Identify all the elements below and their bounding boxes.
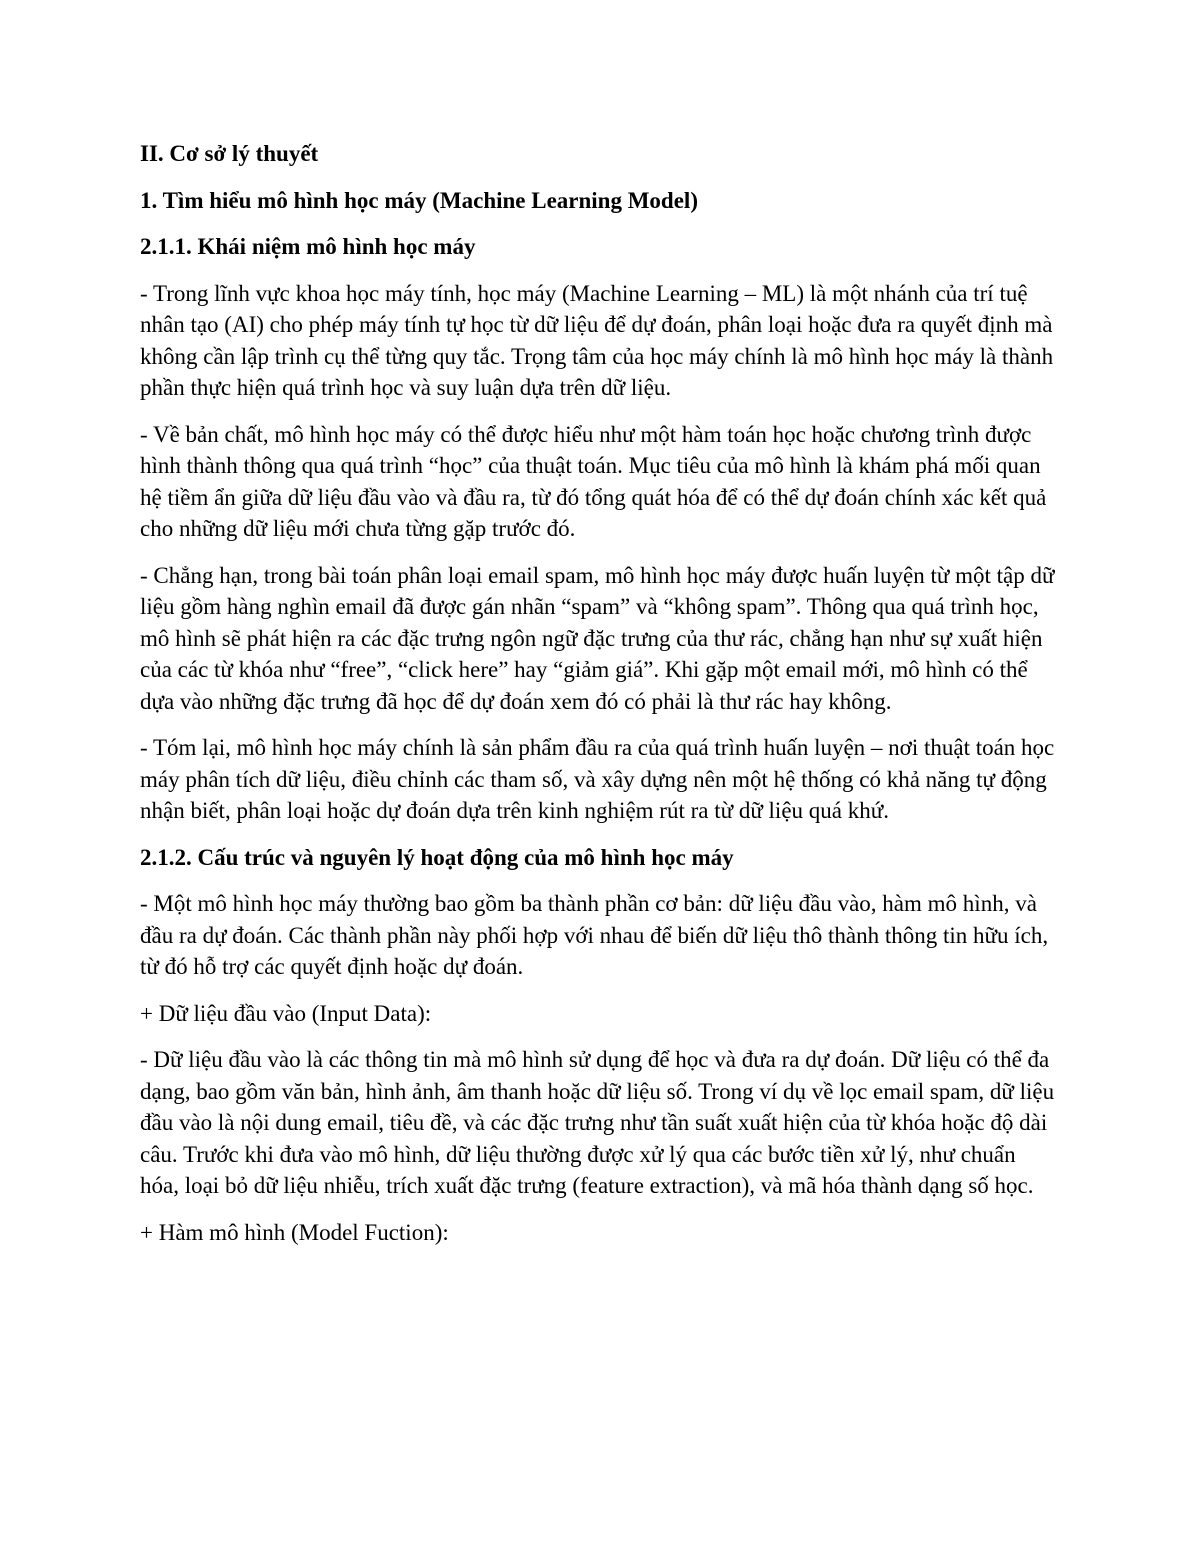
- paragraph-summary: - Tóm lại, mô hình học máy chính là sản phẩm đầu ra của quá trình huấn luyện – nơi thuật toán học máy phân tích dữ liệu, điều chỉnh các tham số, và xây dựng nên một hệ thống có khả năng tự động nhận biết, phân loại hoặc dự đoán dựa trên kinh nghiệm rút ra từ dữ liệu quá khứ.: [140, 735, 1055, 823]
- list-item-model-function: + Hàm mô hình (Model Fuction):: [140, 1219, 449, 1245]
- subsection-title-2-1-2: 2.1.2. Cấu trúc và nguyên lý hoạt động của mô hình học máy: [140, 844, 734, 870]
- paragraph-input-data: - Dữ liệu đầu vào là các thông tin mà mô hình sử dụng để học và đưa ra dự đoán. Dữ liệu có thể đa dạng, bao gồm văn bản, hình ảnh, âm thanh hoặc dữ liệu số. Trong ví dụ về lọc email spam, dữ liệu đầu vào là nội dung email, tiêu đề, và các đặc trưng như tần suất xuất hiện của từ khóa hoặc độ dài câu. Trước khi đưa vào mô hình, dữ liệu thường được xử lý qua các bước tiền xử lý, như chuẩn hóa, loại bỏ dữ liệu nhiễu, trích xuất đặc trưng (feature extraction), và mã hóa thành dạng số học.: [140, 1047, 1055, 1198]
- paragraph-definition: - Trong lĩnh vực khoa học máy tính, học máy (Machine Learning – ML) là một nhánh của trí tuệ nhân tạo (AI) cho phép máy tính tự học từ dữ liệu để dự đoán, phân loại hoặc đưa ra quyết định mà không cần lập trình cụ thể từng quy tắc. Trọng tâm của học máy chính là mô hình học máy là thành phần thực hiện quá trình học và suy luận dựa trên dữ liệu.: [140, 280, 1054, 400]
- section-title: II. Cơ sở lý thuyết: [140, 141, 319, 166]
- subsection-title-1: 1. Tìm hiểu mô hình học máy (Machine Learning Model): [140, 187, 698, 213]
- document-body: [140, 138, 1058, 1263]
- subsection-title-2-1-1: 2.1.1. Khái niệm mô hình học máy: [140, 234, 476, 259]
- paragraph-spam-example: - Chẳng hạn, trong bài toán phân loại email spam, mô hình học máy được huấn luyện từ một tập dữ liệu gồm hàng nghìn email đã được gán nhãn “spam” và “không spam”. Thông qua quá trình học, mô hình sẽ phát hiện ra các đặc trưng ngôn ngữ đặc trưng của thư rác, chẳng hạn như sự xuất hiện của các từ khóa như “free”, “click here” hay “giảm giá”. Khi gặp một email mới, mô hình có thể dựa vào những đặc trưng đã học để dự đoán xem đó có phải là thư rác hay không.: [140, 562, 1055, 714]
- paragraph-components: - Một mô hình học máy thường bao gồm ba thành phần cơ bản: dữ liệu đầu vào, hàm mô hình, và đầu ra dự đoán. Các thành phần này phối hợp với nhau để biến dữ liệu thô thành thông tin hữu ích, từ đó hỗ trợ các quyết định hoặc dự đoán.: [140, 891, 1049, 979]
- list-item-input-data: + Dữ liệu đầu vào (Input Data):: [140, 1000, 432, 1026]
- paragraph-nature: - Về bản chất, mô hình học máy có thể được hiểu như một hàm toán học hoặc chương trình được hình thành thông qua quá trình “học” của thuật toán. Mục tiêu của mô hình là khám phá mối quan hệ tiềm ẩn giữa dữ liệu đầu vào và đầu ra, từ đó tổng quát hóa để có thể dự đoán chính xác kết quả cho những dữ liệu mới chưa từng gặp trước đó.: [140, 421, 1047, 541]
